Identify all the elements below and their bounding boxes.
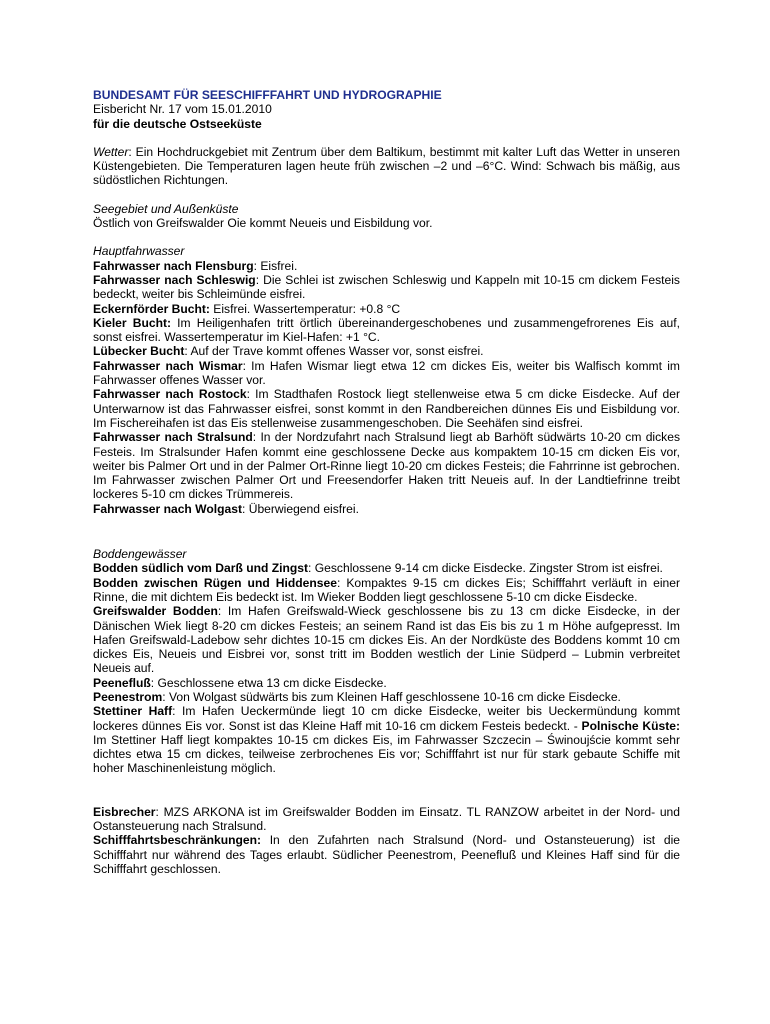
section-entry — [93, 604, 680, 675]
entry-text: : In der Nordzufahrt nach Stralsund liegt ab Barhöft südwärts 10-20 cm dickes Festeis. Im Stralsunder Hafen kommt eine geschlossene Decke aus kompaktem 10-15 cm dicken Eis vor, weiter bis Palmer Ort und in der Palmer Ort-Rinne liegt 10-20 cm dickes Festeis; die Fahrrinne ist gebrochen. Im Fahrwasser zwischen Palmer Ort und Freesendorfer Haken tritt Neueis auf. In der Landtiefrinne treibt lockeres 5-10 cm dickes Trümmereis. — [93, 430, 680, 502]
entry-label-secondary: Polnische Küste: — [581, 718, 680, 733]
entry-text: Im Heiligenhafen tritt örtlich übereinandergeschobenes und zusammengefrorenes Eis auf, sonst eisfrei. Wassertemperatur im Kiel-Hafen: +1 °C. — [93, 315, 681, 345]
entry-text: : Eisfrei. — [253, 258, 298, 273]
section-entry — [93, 259, 680, 273]
eisbrecher-label: Eisbrecher — [93, 804, 156, 819]
section-entry — [93, 302, 680, 316]
entry-text: : Von Wolgast südwärts bis zum Kleinen Haff geschlossene 10-16 cm dicke Eisdecke. — [162, 689, 621, 704]
weather-label: Wetter — [93, 144, 129, 159]
entry-text: : Geschlossene etwa 13 cm dicke Eisdecke. — [150, 675, 387, 690]
entry-label: Fahrwasser nach Rostock — [93, 387, 247, 402]
section-entry — [93, 502, 680, 516]
entry-text: : Im Hafen Wismar liegt etwa 12 cm dickes Eis, weiter bis Walfisch kommt im Fahrwasser offenes Wasser vor. — [93, 358, 680, 388]
entry-label: Stettiner Haff — [93, 704, 173, 719]
weather-text: : Ein Hochdruckgebiet mit Zentrum über dem Baltikum, bestimmt mit kalter Luft das Wetter in unseren Küstengebieten. Die Temperaturen lagen heute früh zwischen –2 und –6°C. Wind: Schwach bis mäßig, aus südöstlichen Richtungen. — [93, 144, 680, 188]
hauptfahrwasser-heading: Hauptfahrwasser — [93, 244, 185, 259]
entry-label: Bodden zwischen Rügen und Hiddensee — [93, 575, 337, 590]
section-entry — [93, 359, 680, 388]
restrictions-label: Schifffahrtsbeschränkungen: — [93, 833, 261, 848]
section-entry — [93, 430, 680, 501]
eisbrecher-paragraph — [93, 805, 680, 834]
entry-text: : Die Schlei ist zwischen Schleswig und Kappeln mit 10-15 cm dickem Festeis bedeckt, weiter bis Schleimünde eisfrei. — [93, 272, 680, 302]
entry-label: Fahrwasser nach Wismar — [93, 358, 243, 373]
section-entry — [93, 561, 680, 575]
entry-label: Fahrwasser nach Flensburg — [93, 258, 254, 273]
entry-text: : Überwiegend eisfrei. — [241, 501, 359, 516]
entry-text: : Im Hafen Greifswald-Wieck geschlossene bis zu 13 cm dicke Eisdecke, in der Dänischen Wiek liegt 8-20 cm dickes Festeis; an seinem Rand ist das Eis bis zu 1 m Höhe aufgepresst. Im Hafen Greifswald-Ladebow sehr dichtes 10-15 cm dickes Eis. An der Nordküste des Boddens kommt 10 cm dickes Eis, Neueis und Eisbrei vor, sonst tritt im Bodden westlich der Linie Südperd – Lubmin verbreitet Neueis auf. — [93, 604, 681, 676]
section-entry — [93, 387, 680, 430]
entry-text: : Geschlossene 9-14 cm dicke Eisdecke. Zingster Strom ist eisfrei. — [308, 561, 663, 576]
section-entry — [93, 273, 680, 302]
report-region: für die deutsche Ostseeküste — [93, 116, 262, 131]
entry-label: Peenefluß — [93, 675, 151, 690]
entry-label: Fahrwasser nach Wolgast — [93, 501, 242, 516]
section-entry — [93, 316, 680, 345]
entry-label: Eckernförder Bucht: — [93, 301, 210, 316]
entry-text: : Kompaktes 9-15 cm dickes Eis; Schifffahrt verläuft in einer Rinne, die mit dichtem Eis bedeckt ist. Im Wieker Bodden liegt geschlossene 5-10 cm dicke Eisdecke. — [93, 575, 680, 604]
section-entry — [93, 344, 680, 358]
section-entry — [93, 676, 680, 690]
report-number: Eisbericht Nr. 17 vom 15.01.2010 — [93, 102, 272, 117]
entry-label: Kieler Bucht: — [93, 315, 172, 330]
seegebiet-heading: Seegebiet und Außenküste — [93, 201, 239, 216]
entry-label: Greifswalder Bodden — [93, 604, 218, 619]
entry-label: Fahrwasser nach Stralsund — [93, 430, 253, 445]
entry-text: : Auf der Trave kommt offenes Wasser vor, sonst eisfrei. — [184, 344, 484, 359]
entry-label: Fahrwasser nach Schleswig — [93, 272, 256, 287]
entry-text: Eisfrei. Wassertemperatur: +0.8 °C — [209, 301, 401, 316]
entry-label: Peenestrom — [93, 689, 163, 704]
entry-label: Lübecker Bucht — [93, 344, 185, 359]
section-entry — [93, 576, 680, 605]
entry-label: Bodden südlich vom Darß und Zingst — [93, 561, 309, 576]
restrictions-paragraph — [93, 833, 680, 876]
ice-report-document — [93, 88, 680, 876]
restrictions-text: In den Zufahrten nach Stralsund (Nord- und Ostansteuerung) ist die Schifffahrt nur während des Tages erlaubt. Südlicher Peenestrom, Peenefluß und Kleines Haff sind für die Schifffahrt geschlossen. — [93, 833, 680, 876]
section-entry — [93, 704, 680, 775]
boddengewaesser-heading: Boddengewässer — [93, 547, 187, 562]
weather-paragraph — [93, 145, 680, 188]
seegebiet-text: Östlich von Greifswalder Oie kommt Neueis und Eisbildung vor. — [93, 216, 433, 231]
eisbrecher-text: : MZS ARKONA ist im Greifswalder Bodden im Einsatz. TL RANZOW arbeitet in der Nord- und Ostansteuerung nach Stralsund. — [93, 804, 680, 834]
entry-text: : Im Hafen Ueckermünde liegt 10 cm dicke Eisdecke, weiter bis Ueckermündung kommt lockeres dünnes Eis vor. Sonst ist das Kleine Haff mit 10-16 cm dickem Festeis bedeckt. - — [93, 704, 680, 733]
section-entry — [93, 690, 680, 704]
entry-text: : Im Stadthafen Rostock liegt stellenweise etwa 5 cm dicke Eisdecke. Auf der Unterwarnow ist das Fahrwasser eisfrei, sonst kommt in den Randbereichen dünnes Eis und Eisbildung vor. Im Fischereihafen ist das Eis stellenweise zusammengeschoben. Die Seehäfen sind eisfrei. — [93, 387, 680, 430]
entry-text-secondary: Im Stettiner Haff liegt kompaktes 10-15 cm dickes Eis, im Fahrwasser Szczecin – Świnoujście kommt sehr dichtes etwa 15 cm dickes, teilweise zerbrochenes Eis vor; Schifffahrt ist nur für stark gebaute Schiffe mit hoher Maschinenleistung möglich. — [93, 732, 680, 776]
agency-title: BUNDESAMT FÜR SEESCHIFFFAHRT UND HYDROGRAPHIE — [93, 88, 442, 102]
